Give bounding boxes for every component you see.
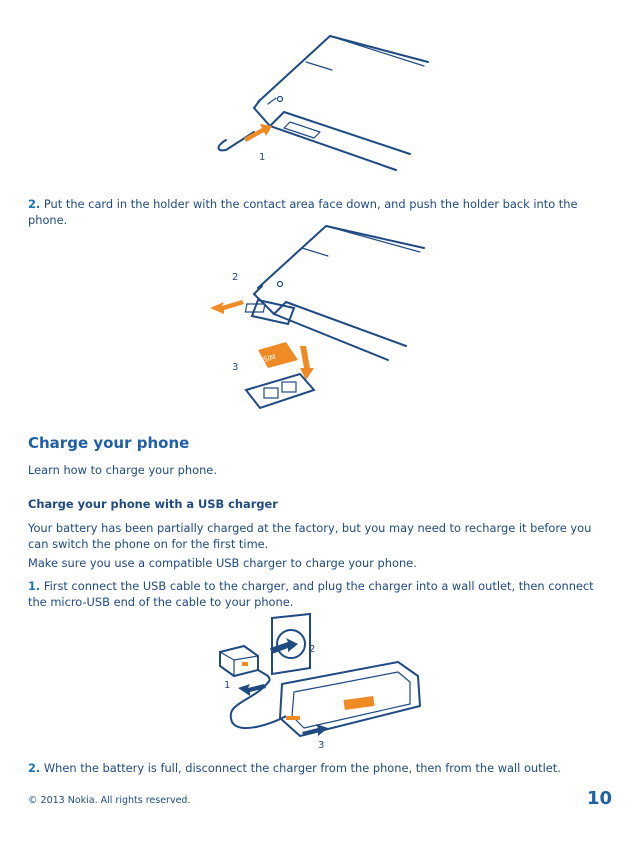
sim-eject-illustration xyxy=(210,22,440,172)
step2-number: 2. xyxy=(28,197,41,211)
sim-tool-icon xyxy=(219,132,255,150)
section-intro: Learn how to charge your phone. xyxy=(28,463,217,477)
charge-step2-paragraph xyxy=(28,760,613,776)
step2-text: Put the card in the holder with the contact area face down, and push the holder back into the phone. xyxy=(28,197,578,227)
figure3-label-2: 2 xyxy=(309,644,316,655)
compatible-charger-paragraph: Make sure you use a compatible USB charger to charge your phone. xyxy=(28,556,417,570)
charge-step1-number: 1. xyxy=(28,579,41,593)
figure1-label-1: 1 xyxy=(259,152,266,163)
nokia-phone-illustration xyxy=(280,662,420,736)
figure3-label-3: 3 xyxy=(318,740,325,751)
sim-card-icon xyxy=(258,342,298,368)
usb-charger-icon xyxy=(220,646,258,676)
arrow-icon xyxy=(210,300,244,314)
charge-step2-number: 2. xyxy=(28,761,41,775)
figure2-label-3: 3 xyxy=(232,362,239,373)
arrow-icon xyxy=(244,124,272,142)
page-number: 10 xyxy=(586,788,612,809)
figure2-label-2: 2 xyxy=(232,272,239,283)
svg-text:SIM: SIM xyxy=(262,352,277,364)
sim-tray-icon xyxy=(246,374,314,408)
charge-step1-text: First connect the USB cable to the charger, and plug the charger into a wall outlet, then connect the micro-USB end of the cable to your phone. xyxy=(28,579,594,609)
arrow-icon xyxy=(238,684,266,696)
subsection-title: Charge your phone with a USB charger xyxy=(28,497,278,511)
charging-illustration xyxy=(214,612,424,752)
charge-step2-text: When the battery is full, disconnect the charger from the phone, then from the wall outlet. xyxy=(43,761,561,775)
sim-tray-icon xyxy=(245,300,294,324)
sim-tray-illustration xyxy=(202,218,442,418)
copyright-text: © 2013 Nokia. All rights reserved. xyxy=(28,795,191,806)
arrow-icon xyxy=(270,638,298,654)
charge-step1-paragraph xyxy=(28,578,613,610)
section-title: Charge your phone xyxy=(28,434,190,452)
figure3-label-1: 1 xyxy=(224,680,231,691)
battery-paragraph: Your battery has been partially charged at the factory, but you may need to recharge it before you can switch the phone on for the first time. xyxy=(28,521,592,551)
